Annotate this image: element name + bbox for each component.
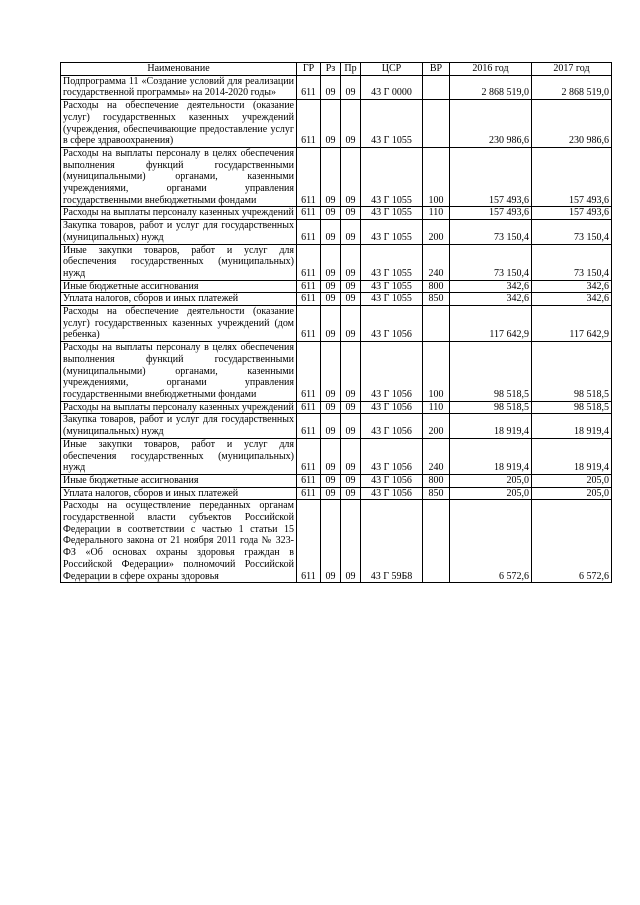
cell-rz: 09	[321, 293, 341, 306]
budget-table	[60, 62, 612, 583]
cell-rz: 09	[321, 438, 341, 474]
cell-csr: 43 Г 1056	[361, 414, 423, 438]
cell-pr: 09	[341, 500, 361, 583]
cell-pr: 09	[341, 293, 361, 306]
cell-rz: 09	[321, 342, 341, 402]
cell-gr: 611	[297, 342, 321, 402]
cell-rz: 09	[321, 500, 341, 583]
cell-2016: 230 986,6	[450, 100, 532, 148]
cell-csr: 43 Г 1056	[361, 474, 423, 487]
cell-name: Иные закупки товаров, работ и услуг для обеспечения государственных (муниципальных) нужд	[61, 438, 297, 474]
table-row	[61, 414, 612, 438]
cell-name: Расходы на обеспечение деятельности (оказание услуг) государственных казенных учреждений (учреждения, обеспечивающие предоставление услуг в сфере здравоохранения)	[61, 100, 297, 148]
cell-name: Уплата налогов, сборов и иных платежей	[61, 487, 297, 500]
cell-csr: 43 Г 1055	[361, 147, 423, 207]
cell-2016: 18 919,4	[450, 438, 532, 474]
cell-csr: 43 Г 1055	[361, 293, 423, 306]
cell-2016: 6 572,6	[450, 500, 532, 583]
cell-2017: 205,0	[532, 474, 612, 487]
cell-csr: 43 Г 1056	[361, 342, 423, 402]
cell-rz: 09	[321, 280, 341, 293]
cell-gr: 611	[297, 438, 321, 474]
header-pr: Пр	[341, 63, 361, 76]
cell-name: Иные закупки товаров, работ и услуг для обеспечения государственных (муниципальных) нужд	[61, 244, 297, 280]
cell-vr: 240	[423, 244, 450, 280]
cell-2017: 98 518,5	[532, 342, 612, 402]
cell-gr: 611	[297, 220, 321, 244]
cell-2017: 2 868 519,0	[532, 75, 612, 99]
cell-vr: 850	[423, 293, 450, 306]
cell-2017: 6 572,6	[532, 500, 612, 583]
table-row	[61, 207, 612, 220]
cell-pr: 09	[341, 487, 361, 500]
cell-name: Расходы на выплаты персоналу казенных учреждений	[61, 207, 297, 220]
cell-gr: 611	[297, 487, 321, 500]
cell-name: Расходы на обеспечение деятельности (оказание услуг) государственных казенных учреждений (дом ребенка)	[61, 306, 297, 342]
cell-vr: 850	[423, 487, 450, 500]
cell-2016: 205,0	[450, 487, 532, 500]
cell-vr: 100	[423, 342, 450, 402]
cell-2016: 342,6	[450, 293, 532, 306]
cell-2017: 230 986,6	[532, 100, 612, 148]
cell-gr: 611	[297, 244, 321, 280]
cell-csr: 43 Г 1055	[361, 280, 423, 293]
cell-name: Расходы на выплаты персоналу казенных учреждений	[61, 401, 297, 414]
cell-2016: 342,6	[450, 280, 532, 293]
cell-2016: 205,0	[450, 474, 532, 487]
cell-pr: 09	[341, 280, 361, 293]
cell-name: Расходы на осуществление переданных органам государственной власти субъектов Российской Федерации в соответствии с частью 1 статьи 15 Федерального закона от 21 ноября 2011 года № 323-ФЗ «Об основах охраны здоровья граждан в Российской Федерации» полномочий Российской Федерации в сфере охраны здоровья	[61, 500, 297, 583]
cell-pr: 09	[341, 100, 361, 148]
table-row	[61, 401, 612, 414]
table-row	[61, 244, 612, 280]
header-gr: ГР	[297, 63, 321, 76]
cell-2017: 205,0	[532, 487, 612, 500]
cell-csr: 43 Г 1055	[361, 207, 423, 220]
cell-2016: 98 518,5	[450, 401, 532, 414]
cell-name: Уплата налогов, сборов и иных платежей	[61, 293, 297, 306]
table-row	[61, 474, 612, 487]
cell-csr: 43 Г 1056	[361, 487, 423, 500]
cell-gr: 611	[297, 306, 321, 342]
cell-rz: 09	[321, 244, 341, 280]
cell-rz: 09	[321, 401, 341, 414]
header-2017: 2017 год	[532, 63, 612, 76]
cell-csr: 43 Г 1055	[361, 220, 423, 244]
cell-2017: 157 493,6	[532, 147, 612, 207]
cell-csr: 43 Г 1055	[361, 100, 423, 148]
cell-csr: 43 Г 1056	[361, 306, 423, 342]
header-csr: ЦСР	[361, 63, 423, 76]
cell-gr: 611	[297, 500, 321, 583]
cell-pr: 09	[341, 207, 361, 220]
header-name: Наименование	[61, 63, 297, 76]
cell-2017: 18 919,4	[532, 414, 612, 438]
header-2016: 2016 год	[450, 63, 532, 76]
cell-2016: 117 642,9	[450, 306, 532, 342]
table-row	[61, 438, 612, 474]
cell-gr: 611	[297, 280, 321, 293]
cell-rz: 09	[321, 414, 341, 438]
cell-pr: 09	[341, 244, 361, 280]
cell-vr: 200	[423, 414, 450, 438]
cell-name: Иные бюджетные ассигнования	[61, 280, 297, 293]
cell-vr: 800	[423, 280, 450, 293]
cell-name: Закупка товаров, работ и услуг для государственных (муниципальных) нужд	[61, 414, 297, 438]
cell-gr: 611	[297, 293, 321, 306]
table-row	[61, 220, 612, 244]
cell-csr: 43 Г 1056	[361, 438, 423, 474]
table-row	[61, 100, 612, 148]
cell-gr: 611	[297, 474, 321, 487]
table-row	[61, 306, 612, 342]
cell-pr: 09	[341, 401, 361, 414]
cell-rz: 09	[321, 75, 341, 99]
cell-pr: 09	[341, 414, 361, 438]
cell-rz: 09	[321, 207, 341, 220]
header-row	[61, 63, 612, 76]
cell-vr: 200	[423, 220, 450, 244]
cell-vr: 110	[423, 207, 450, 220]
cell-2016: 157 493,6	[450, 207, 532, 220]
cell-2016: 73 150,4	[450, 244, 532, 280]
cell-name: Иные бюджетные ассигнования	[61, 474, 297, 487]
cell-gr: 611	[297, 100, 321, 148]
cell-pr: 09	[341, 306, 361, 342]
cell-rz: 09	[321, 487, 341, 500]
cell-name: Расходы на выплаты персоналу в целях обеспечения выполнения функций государственными (муниципальными) органами, казенными учреждениями, органами управления государственными внебюджетными фондами	[61, 147, 297, 207]
table-row	[61, 280, 612, 293]
cell-2017: 18 919,4	[532, 438, 612, 474]
cell-gr: 611	[297, 147, 321, 207]
cell-2017: 73 150,4	[532, 244, 612, 280]
table-row	[61, 487, 612, 500]
cell-2016: 73 150,4	[450, 220, 532, 244]
cell-vr: 800	[423, 474, 450, 487]
cell-pr: 09	[341, 438, 361, 474]
cell-rz: 09	[321, 474, 341, 487]
cell-vr	[423, 306, 450, 342]
cell-vr: 240	[423, 438, 450, 474]
header-vr: ВР	[423, 63, 450, 76]
cell-2016: 157 493,6	[450, 147, 532, 207]
table-row	[61, 293, 612, 306]
cell-rz: 09	[321, 306, 341, 342]
cell-vr: 100	[423, 147, 450, 207]
table-row	[61, 75, 612, 99]
cell-vr	[423, 75, 450, 99]
cell-rz: 09	[321, 100, 341, 148]
cell-name: Подпрограмма 11 «Создание условий для реализации государственной программы» на 2014-2020 годы»	[61, 75, 297, 99]
table-row	[61, 342, 612, 402]
cell-csr: 43 Г 1056	[361, 401, 423, 414]
cell-2016: 2 868 519,0	[450, 75, 532, 99]
cell-vr: 110	[423, 401, 450, 414]
cell-2017: 342,6	[532, 280, 612, 293]
cell-2016: 18 919,4	[450, 414, 532, 438]
table-row	[61, 500, 612, 583]
cell-csr: 43 Г 59Б8	[361, 500, 423, 583]
cell-pr: 09	[341, 474, 361, 487]
cell-name: Закупка товаров, работ и услуг для государственных (муниципальных) нужд	[61, 220, 297, 244]
header-rz: Рз	[321, 63, 341, 76]
cell-csr: 43 Г 0000	[361, 75, 423, 99]
cell-pr: 09	[341, 147, 361, 207]
cell-2016: 98 518,5	[450, 342, 532, 402]
cell-rz: 09	[321, 220, 341, 244]
cell-pr: 09	[341, 75, 361, 99]
cell-csr: 43 Г 1055	[361, 244, 423, 280]
cell-rz: 09	[321, 147, 341, 207]
cell-2017: 117 642,9	[532, 306, 612, 342]
cell-vr	[423, 500, 450, 583]
cell-gr: 611	[297, 414, 321, 438]
cell-gr: 611	[297, 401, 321, 414]
cell-gr: 611	[297, 75, 321, 99]
cell-name: Расходы на выплаты персоналу в целях обеспечения выполнения функций государственными (муниципальными) органами, казенными учреждениями, органами управления государственными внебюджетными фондами	[61, 342, 297, 402]
cell-vr	[423, 100, 450, 148]
table-row	[61, 147, 612, 207]
cell-2017: 73 150,4	[532, 220, 612, 244]
cell-2017: 157 493,6	[532, 207, 612, 220]
cell-pr: 09	[341, 342, 361, 402]
cell-pr: 09	[341, 220, 361, 244]
cell-2017: 342,6	[532, 293, 612, 306]
cell-gr: 611	[297, 207, 321, 220]
cell-2017: 98 518,5	[532, 401, 612, 414]
